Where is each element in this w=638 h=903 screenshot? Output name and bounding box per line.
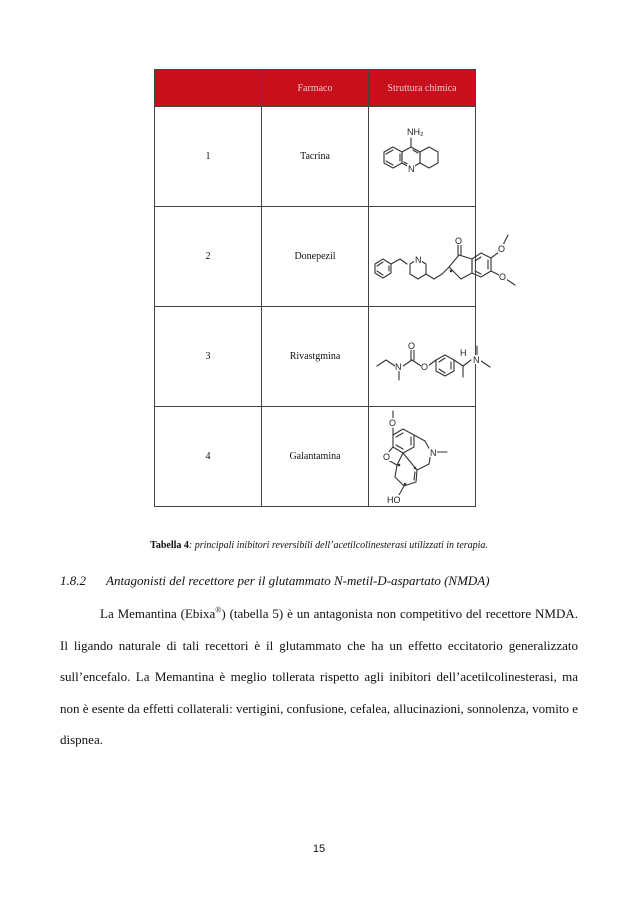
structure-cell (369, 307, 480, 407)
page-number: 15 (312, 843, 326, 855)
structure-cell (369, 107, 476, 207)
o-label: O (408, 340, 416, 351)
o-label: O (421, 361, 429, 372)
section-heading (60, 573, 490, 589)
drug-name: Donepezil (262, 207, 369, 307)
paragraph-text-2: ) (tabella 5) è un antagonista non competitivo del recettore NMDA. Il ligando naturale di tali recettori è il glutammato che ha un effetto eccitatorio generalizzato sull’encefalo. La Memantina è meglio tollerata rispetto agli inibitori dell’acetilcolinesterasi, ma non è esente da effetti collaterali: vertigini, confusione, cefalea, allucinazioni, sonnolenza, vomito e dispnea. (60, 606, 578, 747)
section-number: 1.8.2 (60, 573, 86, 588)
structure-cell (369, 407, 476, 507)
o-label: O (455, 235, 463, 246)
header-number (155, 70, 262, 107)
donepezil-structure (369, 219, 539, 295)
table-row (155, 207, 476, 307)
h-label: H (460, 347, 467, 358)
nh2-label: NH₂ (407, 126, 424, 137)
drug-table (154, 69, 507, 507)
paragraph-text-1: La Memantina (Ebixa (100, 606, 216, 621)
structure-cell (369, 207, 507, 307)
tacrine-structure (372, 122, 472, 192)
header-structure: Struttura chimica (369, 70, 476, 107)
table-header-row (155, 70, 476, 107)
o-label: O (499, 271, 507, 282)
section-title: Antagonisti del recettore per il glutammato N-metil-D-aspartato (NMDA) (106, 573, 490, 588)
n-label: N (473, 354, 480, 365)
table-caption (0, 540, 638, 551)
row-number: 1 (155, 107, 262, 207)
n-label: N (430, 447, 437, 458)
rivastigmine-structure (369, 322, 539, 392)
drug-name: Galantamina (262, 407, 369, 507)
table-row (155, 307, 476, 407)
caption-label: Tabella 4 (150, 540, 189, 551)
o-label: O (498, 243, 506, 254)
header-drug: Farmaco (262, 70, 369, 107)
drug-name: Rivastgmina (262, 307, 369, 407)
registered-mark: ® (215, 605, 222, 615)
n-label: N (408, 163, 415, 174)
body-paragraph (60, 598, 578, 756)
table-row (155, 107, 476, 207)
row-number: 2 (155, 207, 262, 307)
caption-text: : principali inibitori reversibili dell’acetilcolinesterasi utilizzati in terapia. (188, 540, 488, 551)
row-number: 3 (155, 307, 262, 407)
o-label: O (383, 451, 391, 462)
galantamine-structure (369, 408, 479, 506)
ho-label: HO (387, 494, 401, 505)
n-label: N (415, 254, 422, 265)
row-number: 4 (155, 407, 262, 507)
o-label: O (389, 417, 397, 428)
n-label: N (395, 361, 402, 372)
drug-name: Tacrina (262, 107, 369, 207)
table-row (155, 407, 476, 507)
